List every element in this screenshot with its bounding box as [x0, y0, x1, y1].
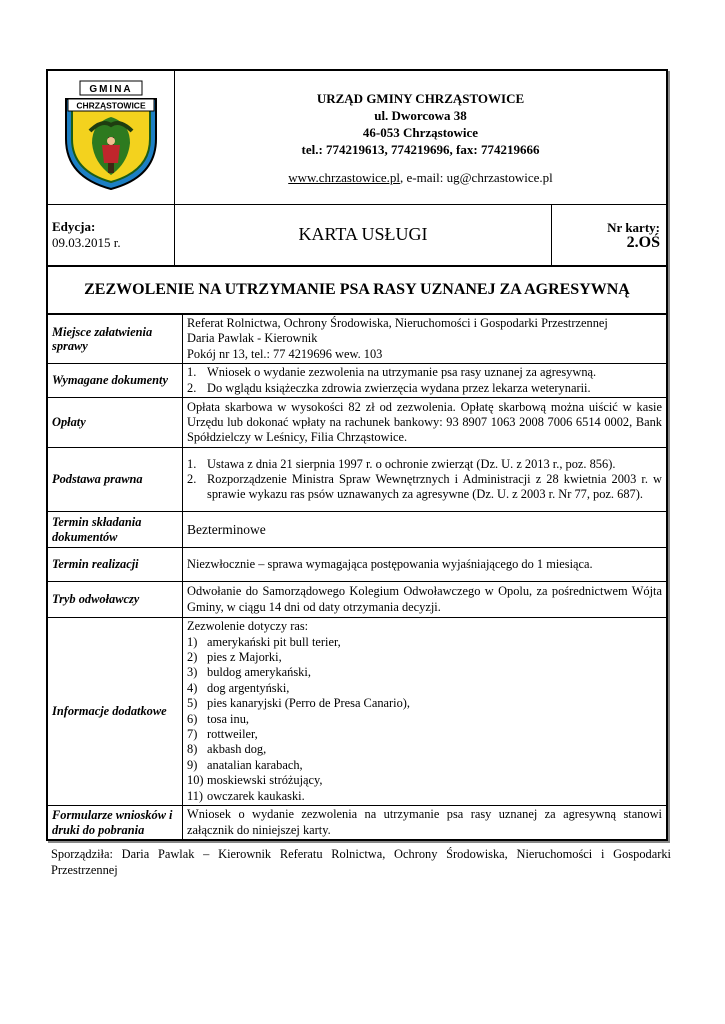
item-text: anatalian karabach,: [207, 757, 303, 772]
item-text: moskiewski stróżujący,: [207, 773, 323, 788]
label-oplaty: Opłaty: [48, 398, 183, 448]
value-podstawa: [183, 448, 667, 512]
office-name: URZĄD GMINY CHRZĄSTOWICE: [316, 90, 525, 106]
details-table: [47, 314, 667, 840]
list-item: [187, 727, 662, 742]
logo-cell: [48, 71, 175, 205]
label-tryb: Tryb odwoławczy: [48, 582, 183, 618]
item-text: Wniosek o wydanie zezwolenia na utrzymanie psa rasy uznanej za agresywną.: [207, 365, 597, 380]
item-text: pies z Majorki,: [207, 650, 282, 665]
item-number: 1.: [187, 456, 197, 471]
item-text: tosa inu,: [207, 711, 249, 726]
list-item: [187, 650, 662, 665]
office-postal: 46-053 Chrząstowice: [362, 124, 479, 140]
email-text: , e-mail: ug@chrzastowice.pl: [400, 169, 553, 185]
row-wymagane: [48, 364, 667, 398]
item-text: owczarek kaukaski.: [207, 788, 305, 803]
card-title: KARTA USŁUGI: [175, 205, 552, 266]
office-info: [175, 71, 667, 205]
list-item: [187, 635, 662, 650]
list-item: [187, 758, 662, 773]
list-item: [187, 681, 662, 696]
value-termin-realizacji: Niezwłocznie – sprawa wymagająca postępowania wyjaśniającego do 1 miesiąca.: [183, 548, 667, 582]
item-number: 3): [187, 665, 198, 680]
item-number: 4): [187, 680, 198, 695]
value-formularze: Wniosek o wydanie zezwolenia na utrzymanie psa rasy uznanej za agresywną stanowi załącznik do niniejszej karty.: [183, 806, 667, 840]
label-wymagane: Wymagane dokumenty: [48, 364, 183, 398]
miejsce-line3: Pokój nr 13, tel.: 77 4219696 wew. 103: [187, 346, 383, 361]
row-formularze: [48, 806, 667, 840]
item-text: pies kanaryjski (Perro de Presa Canario),: [207, 696, 411, 711]
row-termin-realizacji: [48, 548, 667, 582]
list-item: [187, 381, 662, 396]
card-number: 2.OŚ: [626, 234, 660, 251]
item-number: 5): [187, 696, 198, 711]
item-text: Ustawa z dnia 21 sierpnia 1997 r. o ochronie zwierząt (Dz. U. z 2013 r., poz. 856).: [207, 456, 616, 471]
edition-date: 09.03.2015 r.: [52, 235, 121, 250]
value-termin-skladania: Bezterminowe: [183, 512, 667, 548]
item-number: 10): [187, 773, 204, 788]
item-text: amerykański pit bull terier,: [207, 634, 341, 649]
label-podstawa: Podstawa prawna: [48, 448, 183, 512]
list-item: [187, 365, 662, 380]
value-wymagane: [183, 364, 667, 398]
header-table: [47, 70, 667, 266]
item-text: Rozporządzenie Ministra Spraw Wewnętrznych i Administracji z 28 kwietnia 2003 r. w sprawie wykazu ras psów uznawanych za agresywne (Dz. U. z 2003 r. Nr 77, poz. 687).: [207, 472, 662, 502]
list-item: [187, 696, 662, 711]
list-item: [187, 472, 662, 503]
miejsce-line1: Referat Rolnictwa, Ochrony Środowiska, Nieruchomości i Gospodarki Przestrzennej: [187, 316, 608, 330]
service-title-table: [47, 266, 667, 314]
item-number: 9): [187, 757, 198, 772]
list-item: [187, 789, 662, 804]
row-tryb: [48, 582, 667, 618]
office-phones: tel.: 774219613, 774219696, fax: 774219666: [301, 141, 540, 157]
item-text: buldog amerykański,: [207, 665, 311, 680]
item-number: 11): [187, 788, 204, 803]
list-item: [187, 773, 662, 788]
logo-text-top: GMINA: [89, 84, 133, 96]
card-number-cell: [552, 205, 667, 266]
row-informacje: [48, 618, 667, 806]
edition-cell: [48, 205, 175, 266]
item-text: Do wglądu książeczka zdrowia zwierzęcia wydana przez lekarza weterynarii.: [207, 380, 591, 395]
website-link[interactable]: www.chrzastowice.pl: [288, 169, 401, 185]
item-number: 7): [187, 727, 198, 742]
label-informacje: Informacje dodatkowe: [48, 618, 183, 806]
item-number: 6): [187, 711, 198, 726]
item-number: 2): [187, 650, 198, 665]
office-street: ul. Dworcowa 38: [374, 107, 467, 123]
row-termin-skladania: [48, 512, 667, 548]
item-number: 2.: [187, 472, 197, 487]
item-number: 8): [187, 742, 198, 757]
item-number: 1): [187, 634, 198, 649]
label-miejsce: Miejsce załatwienia sprawy: [48, 315, 183, 364]
value-miejsce: [183, 315, 667, 364]
card-number-label: Nr karty:: [607, 219, 660, 235]
list-item: [187, 457, 662, 472]
list-item: [187, 712, 662, 727]
row-podstawa: [48, 448, 667, 512]
miejsce-line2: Daria Pawlak - Kierownik: [187, 331, 318, 346]
row-miejsce: [48, 315, 667, 364]
value-oplaty: Opłata skarbowa w wysokości 82 zł od zezwolenia. Opłatę skarbową można uiścić w kasie Urzędu lub dokonać wpłaty na rachunek bankowy: 93 8907 1063 2008 7006 6514 0002, Bank Spółdzielczy w Leśnicy, Filia Chrząstowice.: [183, 398, 667, 448]
value-tryb: Odwołanie do Samorządowego Kolegium Odwoławczego w Opolu, za pośrednictwem Wójta Gminy, w ciągu 14 dni od daty otrzymania decyzji.: [183, 582, 667, 618]
service-card: [46, 69, 668, 841]
breeds-list: [187, 635, 662, 804]
row-oplaty: [48, 398, 667, 448]
legal-basis-list: [187, 457, 662, 503]
service-title: ZEZWOLENIE NA UTRZYMANIE PSA RASY UZNANEJ ZA AGRESYWNĄ: [48, 267, 667, 314]
contact-line: [179, 169, 662, 186]
value-informacje: [183, 618, 667, 806]
item-text: dog argentyński,: [207, 680, 290, 695]
prepared-by-footer: Sporządziła: Daria Pawlak – Kierownik Referatu Rolnictwa, Ochrony Środowiska, Nieruchomości i Gospodarki Przestrzennej: [51, 847, 671, 877]
logo-text-bottom: CHRZĄSTOWICE: [76, 100, 146, 111]
list-item: [187, 665, 662, 680]
breeds-intro: Zezwolenie dotyczy ras:: [187, 619, 309, 634]
item-number: 2.: [187, 380, 197, 395]
label-formularze: Formularze wniosków i druki do pobrania: [48, 806, 183, 840]
label-termin-realizacji: Termin realizacji: [48, 548, 183, 582]
item-text: rottweiler,: [207, 727, 258, 742]
edition-label: Edycja:: [52, 219, 96, 234]
label-termin-skladania: Termin składania dokumentów: [48, 512, 183, 548]
item-number: 1.: [187, 365, 197, 380]
item-text: akbash dog,: [207, 742, 267, 757]
list-item: [187, 742, 662, 757]
required-docs-list: [187, 365, 662, 396]
coat-of-arms-logo: [62, 79, 160, 191]
